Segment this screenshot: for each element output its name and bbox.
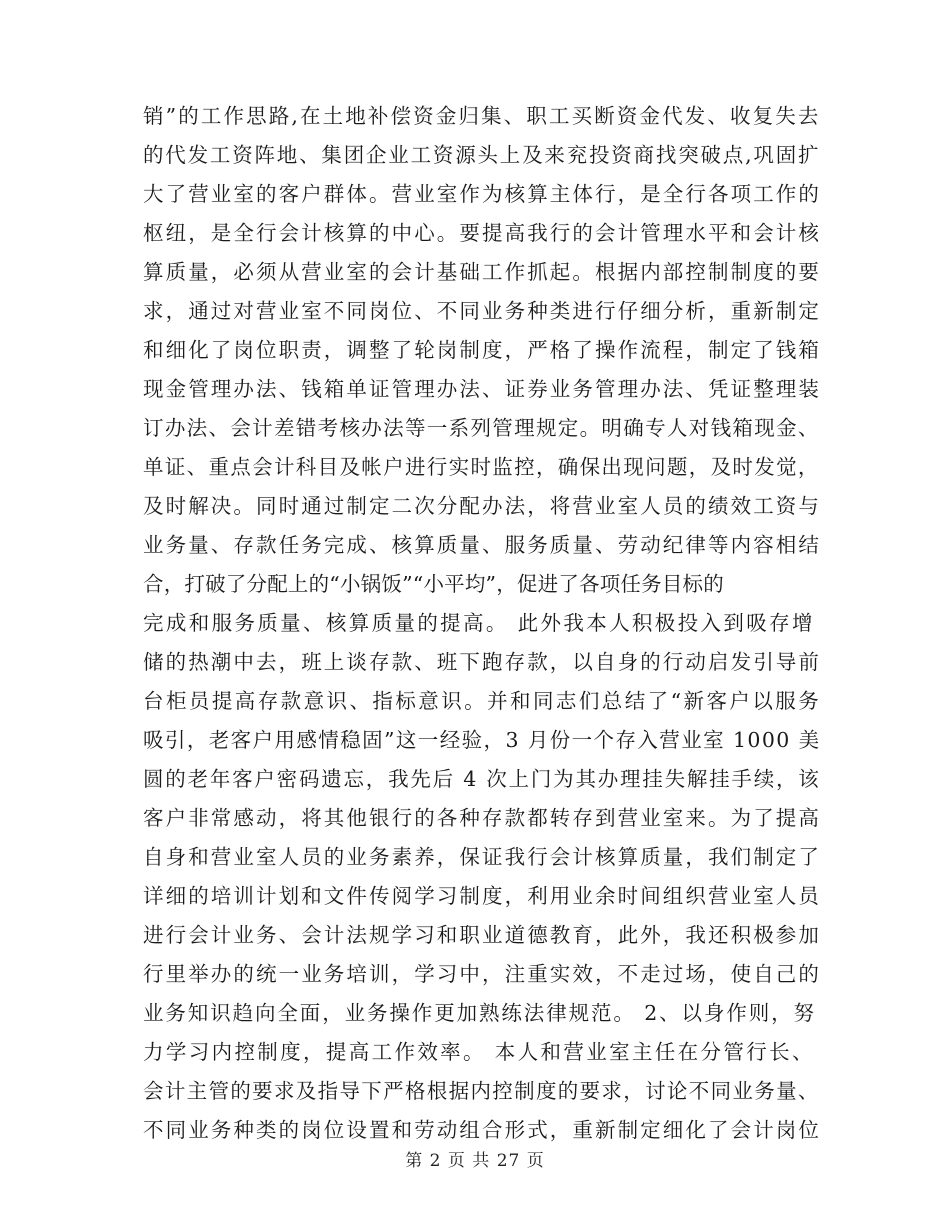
text-line: 行里举办的统一业务培训，学习中，注重实效，不走过场，使自己的: [143, 962, 821, 986]
page-footer: 第 2 页 共 27 页: [405, 1151, 545, 1171]
text-line: 业务知识趋向全面，业务操作更加熟练法律规范。 2、以身作则，努: [143, 1001, 816, 1025]
text-line: 的代发工资阵地、集团企业工资源头上及来兖投资商找突破点,巩固扩: [143, 143, 821, 167]
text-line: 会计主管的要求及指导下严格根据内控制度的要求，讨论不同业务量、: [143, 1079, 820, 1103]
text-line: 完成和服务质量、核算质量的提高。 此外我本人积极投入到吸存增: [143, 611, 815, 635]
text-line: 销”的工作思路,在土地补偿资金归集、职工买断资金代发、收复失去: [143, 104, 821, 128]
text-line: 力学习内控制度，提高工作效率。 本人和营业室主任在分管行长、: [143, 1040, 815, 1064]
text-line: 不同业务种类的岗位设置和劳动组合形式，重新制定细化了会计岗位: [143, 1118, 821, 1142]
text-line: 业务量、存款任务完成、核算质量、服务质量、劳动纪律等内容相结: [143, 533, 821, 557]
text-line: 进行会计业务、会计法规学习和职业道德教育，此外，我还积极参加: [143, 923, 821, 947]
text-line: 储的热潮中去，班上谈存款、班下跑存款，以自身的行动启发引导前: [143, 650, 821, 674]
text-line: 自身和营业室人员的业务素养，保证我行会计核算质量，我们制定了: [143, 845, 821, 869]
text-line: 算质量，必须从营业室的会计基础工作抓起。根据内部控制制度的要: [143, 260, 821, 284]
text-line: 枢纽，是全行会计核算的中心。要提高我行的会计管理水平和会计核: [143, 221, 821, 245]
text-line: 吸引，老客户用感情稳固”这一经验，3 月份一个存入营业室 1000 美: [143, 728, 821, 752]
text-line: 合，打破了分配上的“小锅饭”“小平均”，促进了各项任务目标的: [143, 572, 724, 596]
text-line: 详细的培训计划和文件传阅学习制度，利用业余时间组织营业室人员: [143, 884, 821, 908]
text-line: 大了营业室的客户群体。营业室作为核算主体行，是全行各项工作的: [143, 182, 821, 206]
text-line: 及时解决。同时通过制定二次分配办法，将营业室人员的绩效工资与: [143, 494, 821, 518]
text-line: 圆的老年客户密码遗忘，我先后 4 次上门为其办理挂失解挂手续，该: [143, 767, 821, 791]
text-line: 客户非常感动，将其他银行的各种存款都转存到营业室来。为了提高: [143, 806, 821, 830]
text-line: 求，通过对营业室不同岗位、不同业务种类进行仔细分析，重新制定: [143, 299, 821, 323]
body-text: [143, 97, 823, 1150]
text-line: 和细化了岗位职责，调整了轮岗制度，严格了操作流程，制定了钱箱: [143, 338, 821, 362]
text-line: 单证、重点会计科目及帐户进行实时监控，确保出现问题，及时发觉，: [143, 455, 820, 479]
text-line: 订办法、会计差错考核办法等一系列管理规定。明确专人对钱箱现金、: [143, 416, 820, 440]
text-line: 台柜员提高存款意识、指标意识。并和同志们总结了“新客户以服务: [143, 689, 822, 713]
text-line: 现金管理办法、钱箱单证管理办法、证券业务管理办法、凭证整理装: [143, 377, 821, 401]
